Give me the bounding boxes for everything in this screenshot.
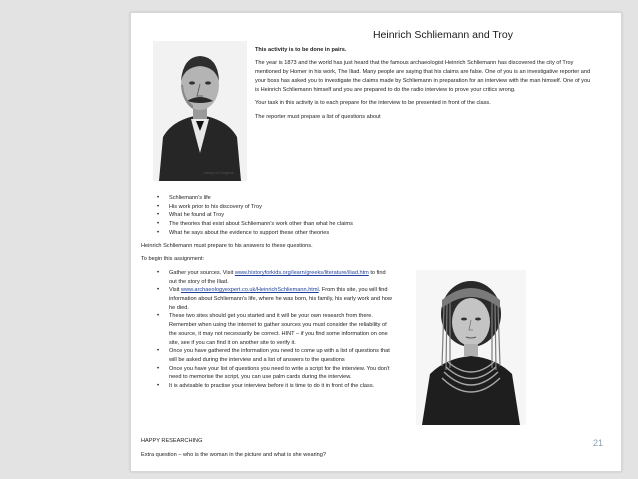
step-visit-site: [141, 286, 393, 312]
step-research: • These two sites should get you started and it will be your own research from there. Remember when using the internet to gather sources you must consider the reliability of the source, it may not necessarily be correct. HINT – if you find some information on one site, see if you can find it on another site to verify it.: [141, 312, 393, 347]
intro-text: [255, 46, 595, 126]
step-2-text: Visit: [169, 287, 182, 294]
step-gather-sources: [141, 269, 393, 286]
list-item: • Schliemann's life: [141, 194, 501, 203]
iliad-link[interactable]: www.historyforkids.org/learn/greeks/literature/iliad.htm: [234, 269, 369, 276]
intro-line-2: The year is 1873 and the world has just heard that the famous archaeologist Heinrich Schliemann has discovered the city of Troy mentioned by Homer in his work, The Iliad. Many people are saying that his claims are false. One of you is an investigative reporter and your boss has asked you to investigate the claims made by Schliemann in preparation for an interview with the man himself. One of you is Heinrich Schliemann himself and you are prepared to do the radio interview to prove your critics wrong.: [255, 60, 591, 94]
list-item: • His work prior to his discovery of Troy: [141, 203, 501, 212]
portrait-schliemann: [153, 41, 247, 181]
begin-line: To begin this assignment:: [141, 256, 205, 263]
page-title: Heinrich Schliemann and Troy: [372, 29, 514, 41]
portrait-schliemann-drawing: [153, 41, 247, 181]
page-number: 21: [593, 438, 604, 448]
reporter-topics-list: [141, 194, 501, 238]
extra-question: Extra question – who is the woman in the picture and what is she wearing?: [141, 451, 327, 458]
intro-line-4: The reporter must prepare a list of questions about: [255, 113, 381, 120]
intro-line-3: Your task in this activity is to each prepare for the interview to be presented in front of the class.: [255, 100, 491, 107]
happy-researching: HAPPY RESEARCHING: [141, 438, 203, 444]
portrait-woman-drawing: [416, 270, 526, 425]
portrait-woman: [416, 270, 526, 425]
step-2-tail: . From this site, you will find information about Schliemann's life, where he was born, his family, his early work and how he died.: [169, 287, 392, 311]
list-item: • What he says about the evidence to support these other theories: [141, 229, 501, 238]
intro-line-1: This activity is to be done in pairs.: [255, 47, 347, 53]
list-item: • The theories that exist about Schliemann's work other than what he claims: [141, 220, 501, 229]
step-practise: • It is advisable to practise your interview before it is time to do it in front of the class.: [141, 382, 469, 391]
step-1-tail: to find out the story of the Iliad.: [169, 269, 386, 285]
schliemann-line: Heinrich Schliemann must prepare to his answers to these questions.: [141, 242, 313, 249]
footer-text: [141, 433, 501, 459]
steps-list: [141, 269, 393, 391]
step-1-text: Gather your sources. Visit: [169, 269, 235, 276]
image-caption: Library of Congress: [203, 171, 234, 175]
step-script: • Once you have your list of questions you need to write a script for the interview. You don't need to memorise the script, you can use palm cards during the interview.: [141, 365, 393, 382]
list-item: • What he found at Troy: [141, 211, 501, 220]
worksheet-page: [130, 12, 622, 472]
schliemann-link[interactable]: www.archaeologyexpert.co.uk/HeinrichSchliemann.html: [181, 287, 319, 294]
step-questions: • Once you have gathered the information you need to come up with a list of questions that will be asked during the interview and a list of answers to the questions: [141, 347, 393, 364]
